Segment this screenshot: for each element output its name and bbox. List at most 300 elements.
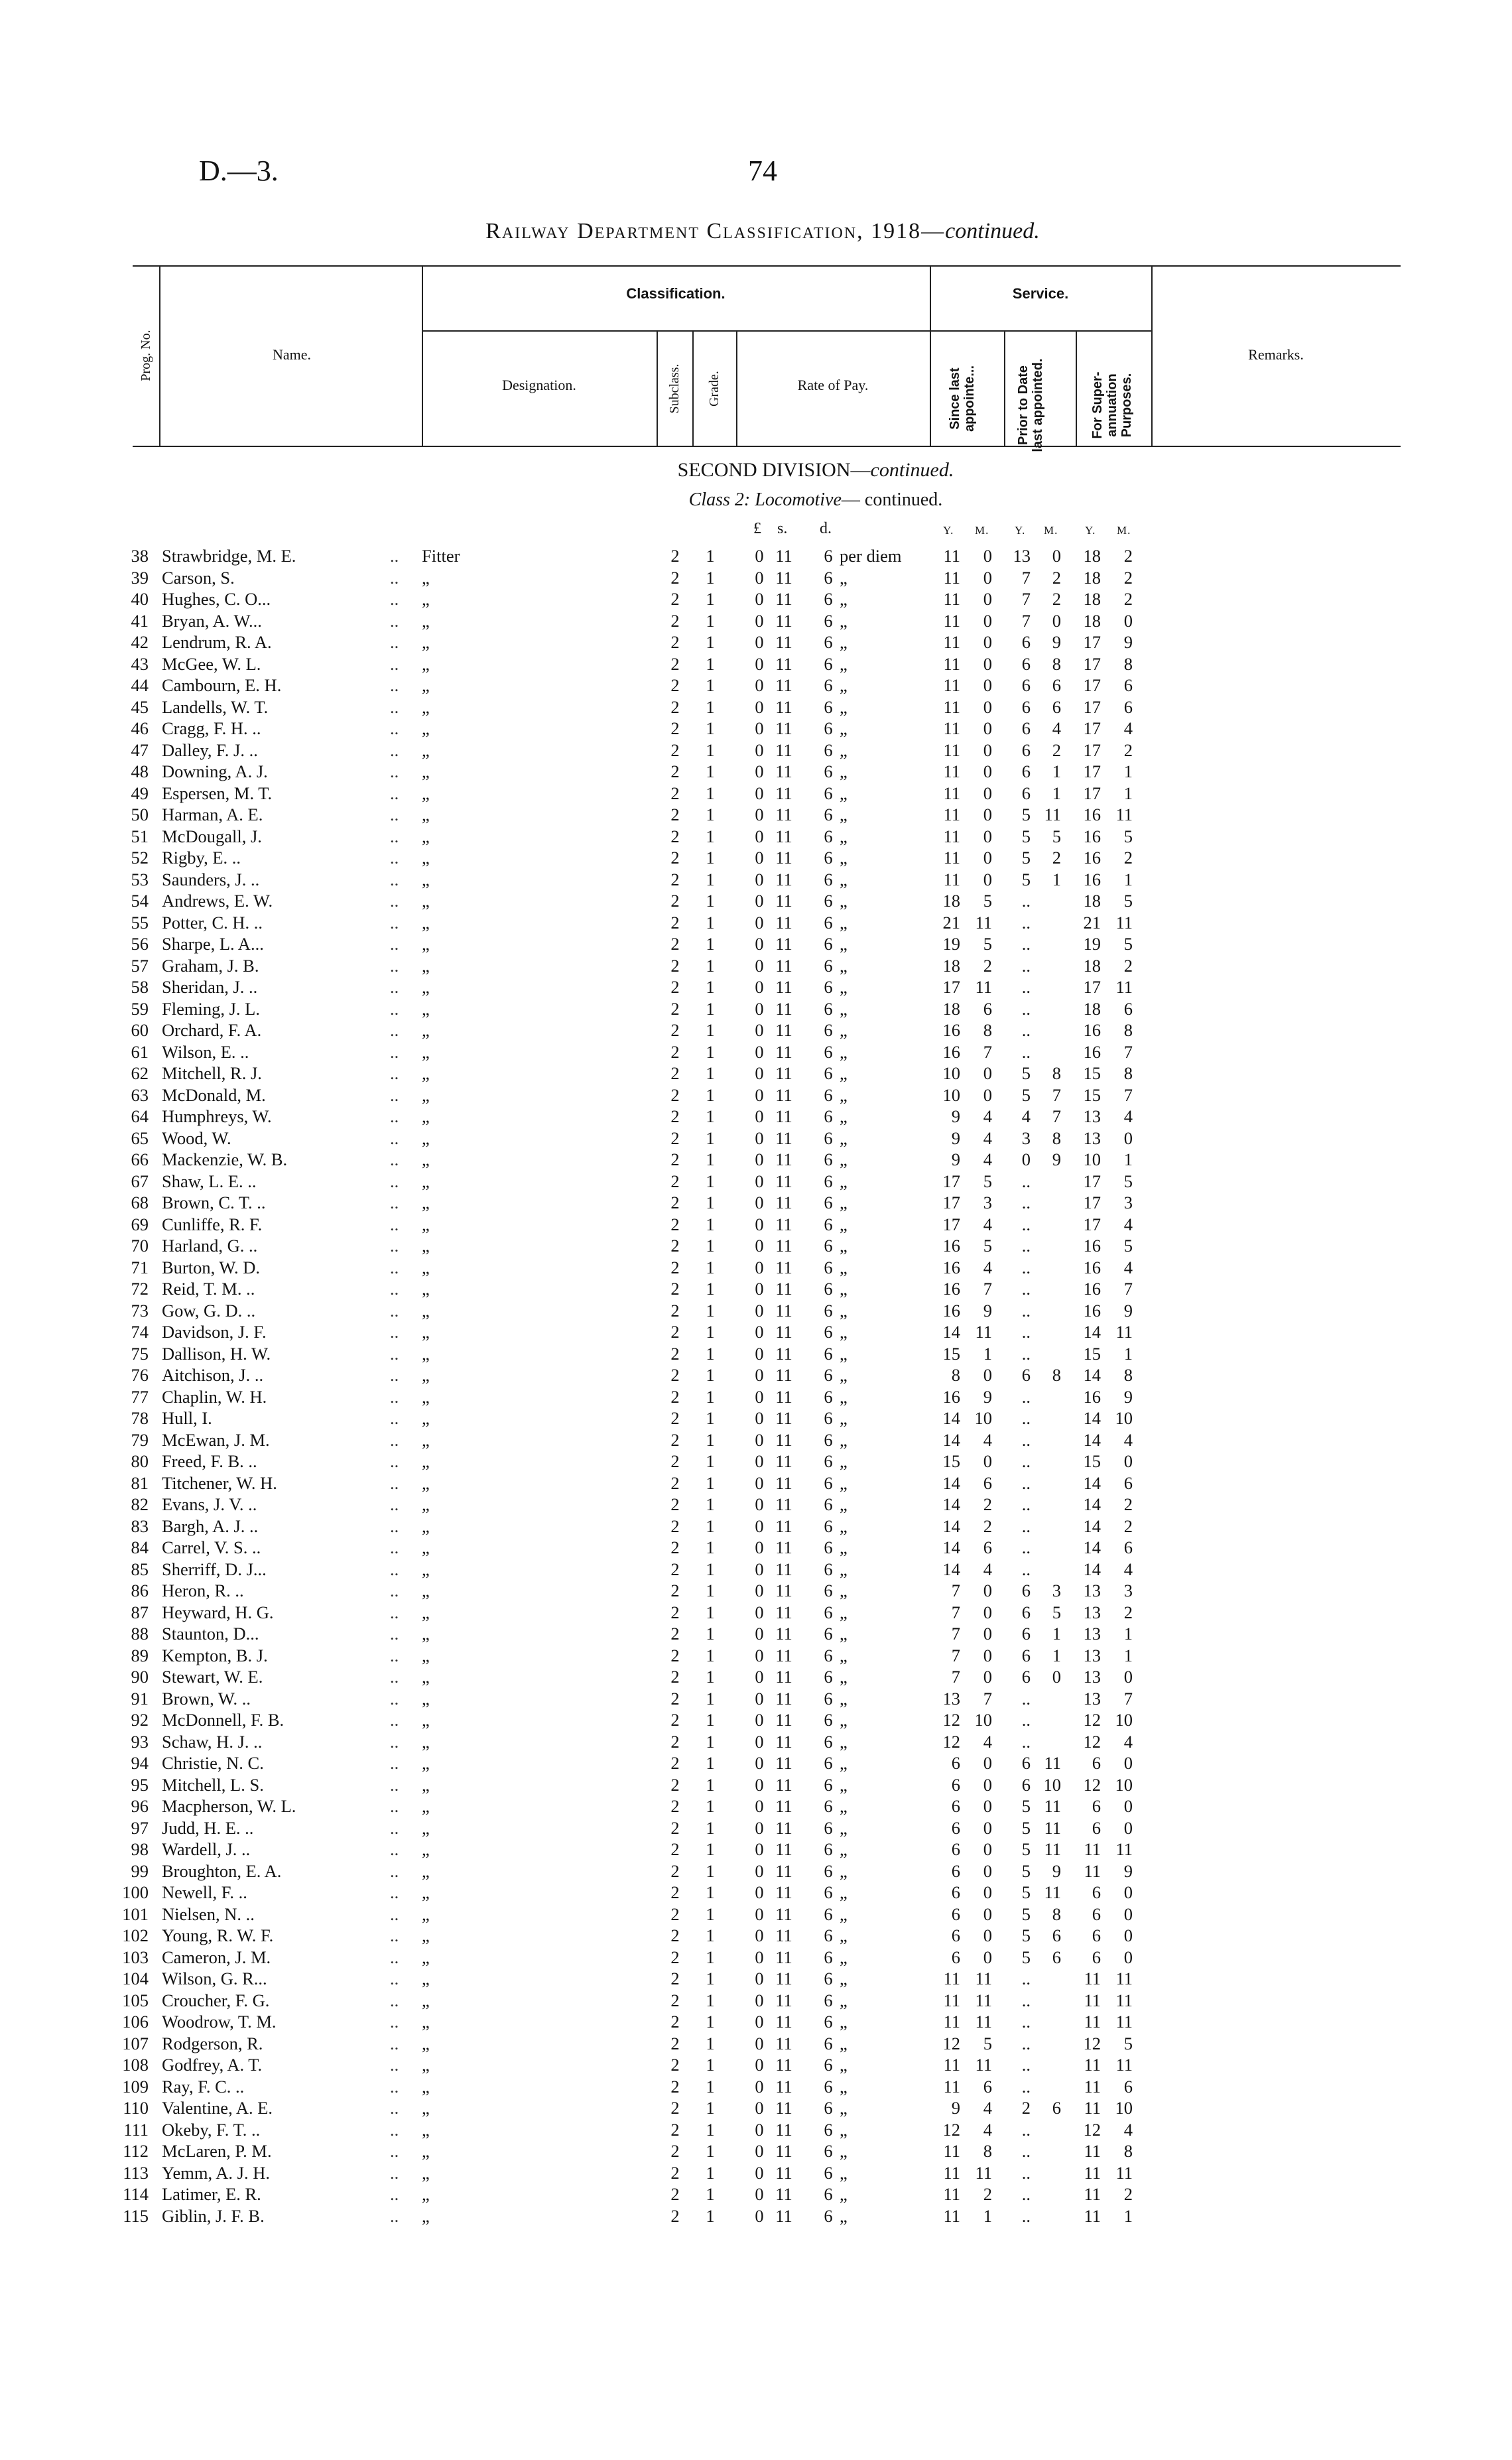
cell-prior-years: 6 (1021, 675, 1031, 695)
cell-prog-no: 65 (131, 1128, 149, 1148)
cell-pay-shillings: 11 (775, 1193, 792, 1212)
leader-dots: .. (390, 567, 399, 588)
cell-pay-pence: 6 (824, 2141, 833, 2161)
cell-subclass: 2 (670, 1343, 680, 1364)
cell-pay-period: „ (840, 805, 848, 824)
cell-super-months: 2 (1123, 589, 1133, 609)
rule-prior (1004, 330, 1005, 446)
cell-designation: „ (422, 1386, 430, 1407)
table-row (0, 631, 1512, 653)
cell-pay-shillings: 11 (775, 1559, 792, 1579)
table-row (0, 1666, 1512, 1688)
cell-name: Sheridan, J. .. (162, 977, 258, 997)
leader-dots: .. (390, 1171, 399, 1191)
cell-name: Heron, R. .. (162, 1581, 244, 1600)
cell-pay-period: „ (840, 1279, 848, 1299)
cell-since-months: 4 (983, 1559, 992, 1579)
cell-super-years: 13 (1083, 1688, 1101, 1709)
cell-pay-period: „ (840, 718, 848, 738)
cell-pay-shillings: 11 (775, 2033, 792, 2053)
leader-dots: .. (390, 1624, 399, 1644)
cell-pay-pence: 6 (824, 1516, 833, 1536)
cell-since-years: 19 (942, 934, 960, 954)
cell-grade: 1 (706, 1084, 715, 1105)
cell-since-years: 7 (951, 1602, 960, 1622)
leader-dots: .. (390, 1472, 399, 1493)
cell-since-months: 0 (983, 632, 992, 652)
cell-name: Gow, G. D. .. (162, 1300, 256, 1321)
cell-designation: „ (422, 1429, 430, 1450)
cell-subclass: 2 (670, 1581, 680, 1600)
cell-pay-shillings: 11 (775, 1688, 792, 1709)
cell-pay-pounds: 0 (755, 1494, 764, 1514)
cell-pay-pounds: 0 (755, 1472, 764, 1493)
cell-since-months: 7 (983, 1041, 992, 1062)
cell-name: Yemm, A. J. H. (162, 2162, 270, 2183)
cell-super-years: 11 (1084, 2162, 1101, 2183)
cell-designation: „ (422, 1860, 430, 1881)
table-row (0, 955, 1512, 977)
cell-grade: 1 (706, 740, 715, 760)
table-row (0, 1386, 1512, 1408)
leader-dots: .. (390, 1753, 399, 1773)
cell-pay-period: „ (840, 2055, 848, 2075)
cell-grade: 1 (706, 1645, 715, 1665)
cell-prior-years: .. (1021, 934, 1031, 954)
cell-grade: 1 (706, 1947, 715, 1967)
cell-pay-pence: 6 (824, 1472, 833, 1493)
cell-prog-no: 109 (122, 2076, 149, 2097)
cell-super-years: 14 (1083, 1516, 1101, 1536)
cell-super-months: 1 (1123, 2205, 1133, 2226)
cell-super-months: 10 (1115, 1774, 1133, 1795)
cell-pay-period: „ (840, 1796, 848, 1816)
cell-since-months: 0 (983, 1904, 992, 1924)
cell-grade: 1 (706, 1279, 715, 1299)
cell-designation: „ (422, 761, 430, 781)
table-body (0, 545, 1512, 2227)
cell-super-years: 13 (1083, 1106, 1101, 1126)
cell-pay-pounds: 0 (755, 1214, 764, 1234)
cell-super-years: 16 (1083, 848, 1101, 868)
cell-prior-years: .. (1021, 1300, 1031, 1321)
cell-super-months: 1 (1123, 783, 1133, 803)
division-title (584, 459, 1048, 482)
cell-prior-years: 2 (1021, 2098, 1031, 2118)
cell-prog-no: 61 (131, 1041, 149, 1062)
cell-pay-pence: 6 (824, 1581, 833, 1600)
cell-pay-shillings: 11 (775, 1990, 792, 2010)
header-service: Service. (1012, 285, 1069, 302)
cell-subclass: 2 (670, 1193, 680, 1212)
cell-prior-years: .. (1021, 1537, 1031, 1557)
cell-grade: 1 (706, 696, 715, 717)
cell-pay-shillings: 11 (775, 1925, 792, 1945)
cell-designation: „ (422, 1106, 430, 1126)
cell-prog-no: 81 (131, 1472, 149, 1493)
cell-pay-pence: 6 (824, 2055, 833, 2075)
cell-pay-shillings: 11 (775, 1516, 792, 1536)
cell-since-months: 0 (983, 1753, 992, 1773)
cell-prog-no: 73 (131, 1300, 149, 1321)
cell-prior-years: .. (1021, 1257, 1031, 1277)
cell-name: Wood, W. (162, 1128, 231, 1148)
table-row (0, 1645, 1512, 1667)
cell-since-years: 11 (943, 1990, 960, 2010)
cell-name: Cragg, F. H. .. (162, 718, 261, 738)
cell-super-years: 6 (1092, 1817, 1101, 1838)
cell-prior-years: 6 (1021, 1667, 1031, 1687)
cell-pay-pounds: 0 (755, 805, 764, 824)
cell-pay-period: „ (840, 2098, 848, 2118)
cell-super-months: 6 (1123, 2076, 1133, 2097)
cell-super-years: 13 (1083, 1581, 1101, 1600)
cell-subclass: 2 (670, 1516, 680, 1536)
cell-pay-shillings: 11 (775, 1774, 792, 1795)
cell-since-years: 10 (942, 1063, 960, 1083)
cell-since-months: 11 (975, 2012, 992, 2032)
cell-pay-pounds: 0 (755, 1753, 764, 1773)
cell-prior-months: 1 (1052, 1624, 1061, 1644)
cell-subclass: 2 (670, 1990, 680, 2010)
cell-since-months: 0 (983, 1667, 992, 1687)
cell-subclass: 2 (670, 675, 680, 695)
cell-name: Sherriff, D. J... (162, 1559, 267, 1579)
cell-prog-no: 45 (131, 696, 149, 717)
cell-pay-pence: 6 (824, 934, 833, 954)
cell-designation: „ (422, 1817, 430, 1838)
cell-since-years: 17 (942, 977, 960, 997)
cell-since-months: 0 (983, 675, 992, 695)
cell-pay-period: „ (840, 1882, 848, 1902)
table-row (0, 1817, 1512, 1839)
cell-super-months: 11 (1115, 2162, 1133, 2183)
cell-grade: 1 (706, 1128, 715, 1148)
cell-prior-years: .. (1021, 1214, 1031, 1234)
cell-grade: 1 (706, 1990, 715, 2010)
cell-designation: „ (422, 1925, 430, 1945)
cell-pay-period: „ (840, 783, 848, 803)
table-row (0, 826, 1512, 848)
cell-name: Woodrow, T. M. (162, 2012, 277, 2032)
cell-pay-shillings: 11 (775, 1947, 792, 1967)
cell-prior-years: 5 (1021, 1084, 1031, 1105)
cell-super-years: 18 (1083, 955, 1101, 976)
cell-pay-pounds: 0 (755, 589, 764, 609)
cell-prior-years: 6 (1021, 1774, 1031, 1795)
cell-pay-pounds: 0 (755, 1429, 764, 1450)
cell-designation: „ (422, 1149, 430, 1169)
cell-since-years: 14 (942, 1559, 960, 1579)
cell-pay-period: „ (840, 567, 848, 588)
cell-pay-shillings: 11 (775, 1817, 792, 1838)
cell-pay-pence: 6 (824, 1451, 833, 1471)
cell-super-years: 16 (1083, 1257, 1101, 1277)
cell-prog-no: 74 (131, 1322, 149, 1342)
cell-since-years: 17 (942, 1193, 960, 1212)
cell-grade: 1 (706, 2141, 715, 2161)
cell-since-years: 7 (951, 1667, 960, 1687)
cell-prior-months: 2 (1052, 567, 1061, 588)
leader-dots: .. (390, 589, 399, 609)
cell-super-years: 11 (1084, 1969, 1101, 1988)
cell-pay-shillings: 11 (775, 1494, 792, 1514)
page-number: 74 (748, 155, 777, 187)
cell-prior-years: .. (1021, 1710, 1031, 1730)
cell-since-years: 9 (951, 1106, 960, 1126)
cell-super-months: 11 (1115, 1990, 1133, 2010)
cell-pay-period: „ (840, 1343, 848, 1364)
cell-prog-no: 42 (131, 632, 149, 652)
cell-since-months: 1 (983, 2205, 992, 2226)
table-row (0, 1904, 1512, 1925)
cell-prog-no: 82 (131, 1494, 149, 1514)
cell-super-years: 16 (1083, 1236, 1101, 1256)
cell-designation: „ (422, 1581, 430, 1600)
cell-designation: „ (422, 848, 430, 868)
cell-subclass: 2 (670, 2205, 680, 2226)
cell-pay-period: „ (840, 1193, 848, 1212)
cell-pay-pounds: 0 (755, 1947, 764, 1967)
cell-super-months: 4 (1123, 1559, 1133, 1579)
cell-grade: 1 (706, 2076, 715, 2097)
cell-pay-period: „ (840, 1171, 848, 1191)
cell-since-years: 11 (943, 2141, 960, 2161)
cell-grade: 1 (706, 2162, 715, 2183)
cell-super-months: 9 (1123, 632, 1133, 652)
cell-pay-pence: 6 (824, 1128, 833, 1148)
cell-pay-pounds: 0 (755, 632, 764, 652)
cell-name: Schaw, H. J. .. (162, 1731, 263, 1752)
table-row (0, 1731, 1512, 1753)
cell-designation: „ (422, 653, 430, 674)
cell-pay-shillings: 11 (775, 740, 792, 760)
cell-since-years: 11 (943, 848, 960, 868)
cell-since-years: 14 (942, 1494, 960, 1514)
table-row (0, 783, 1512, 805)
cell-pay-pence: 6 (824, 1667, 833, 1687)
cell-designation: „ (422, 1904, 430, 1924)
cell-designation: „ (422, 998, 430, 1019)
cell-pay-pounds: 0 (755, 1860, 764, 1881)
leader-dots: .. (390, 2098, 399, 2118)
cell-pay-shillings: 11 (775, 1214, 792, 1234)
cell-prior-months: 5 (1052, 826, 1061, 846)
cell-since-months: 0 (983, 696, 992, 717)
leader-dots: .. (390, 1084, 399, 1105)
cell-super-years: 12 (1083, 2033, 1101, 2053)
cell-since-years: 16 (942, 1257, 960, 1277)
cell-prior-months: 6 (1052, 2098, 1061, 2118)
cell-super-years: 16 (1083, 869, 1101, 889)
cell-prior-years: .. (1021, 2205, 1031, 2226)
leader-dots: .. (390, 1429, 399, 1450)
cell-prog-no: 84 (131, 1537, 149, 1557)
cell-pay-period: „ (840, 1947, 848, 1967)
leader-dots: .. (390, 2012, 399, 2032)
cell-pay-pounds: 0 (755, 1128, 764, 1148)
cell-pay-period: „ (840, 675, 848, 695)
cell-name: Mackenzie, W. B. (162, 1149, 288, 1169)
cell-pay-period: „ (840, 2033, 848, 2053)
leader-dots: .. (390, 610, 399, 631)
cell-pay-shillings: 11 (775, 546, 792, 566)
cell-designation: „ (422, 1947, 430, 1967)
cell-subclass: 2 (670, 1667, 680, 1687)
cell-pay-shillings: 11 (775, 1731, 792, 1752)
leader-dots: .. (390, 2119, 399, 2140)
table-row (0, 2140, 1512, 2162)
cell-since-months: 5 (983, 2033, 992, 2053)
cell-subclass: 2 (670, 1839, 680, 1859)
leader-dots: .. (390, 1710, 399, 1730)
cell-since-months: 6 (983, 2076, 992, 2097)
cell-name: Carrel, V. S. .. (162, 1537, 261, 1557)
cell-designation: „ (422, 2012, 430, 2032)
cell-prior-years: 6 (1021, 740, 1031, 760)
cell-subclass: 2 (670, 1710, 680, 1730)
cell-super-years: 11 (1084, 2012, 1101, 2032)
cell-prior-years: .. (1021, 1969, 1031, 1988)
cell-super-years: 14 (1083, 1322, 1101, 1342)
cell-name: Bryan, A. W... (162, 610, 262, 631)
cell-super-years: 11 (1084, 2141, 1101, 2161)
cell-super-months: 8 (1123, 1020, 1133, 1040)
cell-pay-shillings: 11 (775, 1969, 792, 1988)
cell-since-years: 8 (951, 1365, 960, 1385)
cell-since-years: 11 (943, 805, 960, 824)
cell-pay-shillings: 11 (775, 589, 792, 609)
cell-designation: „ (422, 1559, 430, 1579)
cell-subclass: 2 (670, 2119, 680, 2140)
cell-prior-months: 0 (1052, 610, 1061, 631)
cell-subclass: 2 (670, 2055, 680, 2075)
cell-since-months: 0 (983, 1602, 992, 1622)
leader-dots: .. (390, 1882, 399, 1902)
cell-prog-no: 41 (131, 610, 149, 631)
table-row (0, 1364, 1512, 1386)
cell-since-months: 8 (983, 2141, 992, 2161)
rule-prog (159, 265, 160, 446)
cell-pay-pounds: 0 (755, 1731, 764, 1752)
cell-super-months: 8 (1123, 653, 1133, 674)
cell-designation: „ (422, 2119, 430, 2140)
cell-prog-no: 60 (131, 1020, 149, 1040)
table-row (0, 1494, 1512, 1516)
cell-since-years: 11 (943, 2184, 960, 2204)
cell-designation: „ (422, 1990, 430, 2010)
leader-dots: .. (390, 934, 399, 954)
cell-name: McGee, W. L. (162, 653, 261, 674)
cell-prior-years: .. (1021, 1559, 1031, 1579)
cell-super-years: 6 (1092, 1904, 1101, 1924)
cell-super-years: 17 (1083, 761, 1101, 781)
cell-prior-years: 6 (1021, 1602, 1031, 1622)
cell-pay-pence: 6 (824, 1106, 833, 1126)
cell-prog-no: 85 (131, 1559, 149, 1579)
leader-dots: .. (390, 1193, 399, 1212)
cell-prog-no: 79 (131, 1429, 149, 1450)
cell-pay-pounds: 0 (755, 934, 764, 954)
cell-since-years: 11 (943, 610, 960, 631)
cell-pay-pounds: 0 (755, 1322, 764, 1342)
cell-grade: 1 (706, 1904, 715, 1924)
cell-name: Freed, F. B. .. (162, 1451, 257, 1471)
cell-since-years: 11 (943, 761, 960, 781)
cell-super-months: 4 (1123, 1429, 1133, 1450)
cell-name: Fleming, J. L. (162, 998, 260, 1019)
cell-prog-no: 78 (131, 1408, 149, 1428)
leader-dots: .. (390, 1602, 399, 1622)
cell-subclass: 2 (670, 869, 680, 889)
cell-name: Burton, W. D. (162, 1257, 260, 1277)
cell-prior-months: 6 (1052, 696, 1061, 717)
table-row (0, 2054, 1512, 2076)
table-row (0, 804, 1512, 826)
header-bottom-rule (133, 446, 1401, 447)
cell-pay-shillings: 11 (775, 1429, 792, 1450)
cell-designation: „ (422, 1451, 430, 1471)
cell-name: Wilson, G. R... (162, 1969, 267, 1988)
table-row (0, 1106, 1512, 1128)
cell-pay-period: „ (840, 740, 848, 760)
table-row (0, 1580, 1512, 1602)
cell-pay-pounds: 0 (755, 1537, 764, 1557)
cell-super-years: 13 (1083, 1602, 1101, 1622)
cell-subclass: 2 (670, 1451, 680, 1471)
cell-since-years: 18 (942, 955, 960, 976)
cell-designation: „ (422, 675, 430, 695)
cell-super-months: 8 (1123, 1063, 1133, 1083)
cell-name: Humphreys, W. (162, 1106, 272, 1126)
table-row (0, 2205, 1512, 2227)
cell-pay-period: „ (840, 2162, 848, 2183)
cell-prior-years: 3 (1021, 1128, 1031, 1148)
cell-pay-shillings: 11 (775, 848, 792, 868)
cell-prior-years: 7 (1021, 589, 1031, 609)
cell-grade: 1 (706, 2119, 715, 2140)
cell-name: Brown, C. T. .. (162, 1193, 266, 1212)
cell-name: Young, R. W. F. (162, 1925, 274, 1945)
cell-prior-months: 2 (1052, 848, 1061, 868)
cell-super-years: 17 (1083, 1193, 1101, 1212)
cell-pay-shillings: 11 (775, 1322, 792, 1342)
cell-pay-period: „ (840, 1581, 848, 1600)
cell-name: Rigby, E. .. (162, 848, 241, 868)
table-row (0, 1278, 1512, 1300)
cell-prog-no: 69 (131, 1214, 149, 1234)
cell-name: Macpherson, W. L. (162, 1796, 296, 1816)
cell-pay-shillings: 11 (775, 1408, 792, 1428)
cell-pay-shillings: 11 (775, 2076, 792, 2097)
cell-prog-no: 77 (131, 1386, 149, 1407)
cell-pay-pence: 6 (824, 912, 833, 933)
cell-since-years: 10 (942, 1084, 960, 1105)
cell-super-years: 17 (1083, 1171, 1101, 1191)
cell-prog-no: 52 (131, 848, 149, 868)
cell-pay-shillings: 11 (775, 1645, 792, 1665)
cell-grade: 1 (706, 1710, 715, 1730)
cell-grade: 1 (706, 1969, 715, 1988)
table-row (0, 653, 1512, 675)
table-row (0, 1752, 1512, 1774)
header-top-rule (133, 265, 1401, 267)
cell-prior-years: 5 (1021, 805, 1031, 824)
cell-super-years: 16 (1083, 1279, 1101, 1299)
cell-designation: „ (422, 740, 430, 760)
cell-name: Carson, S. (162, 567, 235, 588)
cell-subclass: 2 (670, 1128, 680, 1148)
